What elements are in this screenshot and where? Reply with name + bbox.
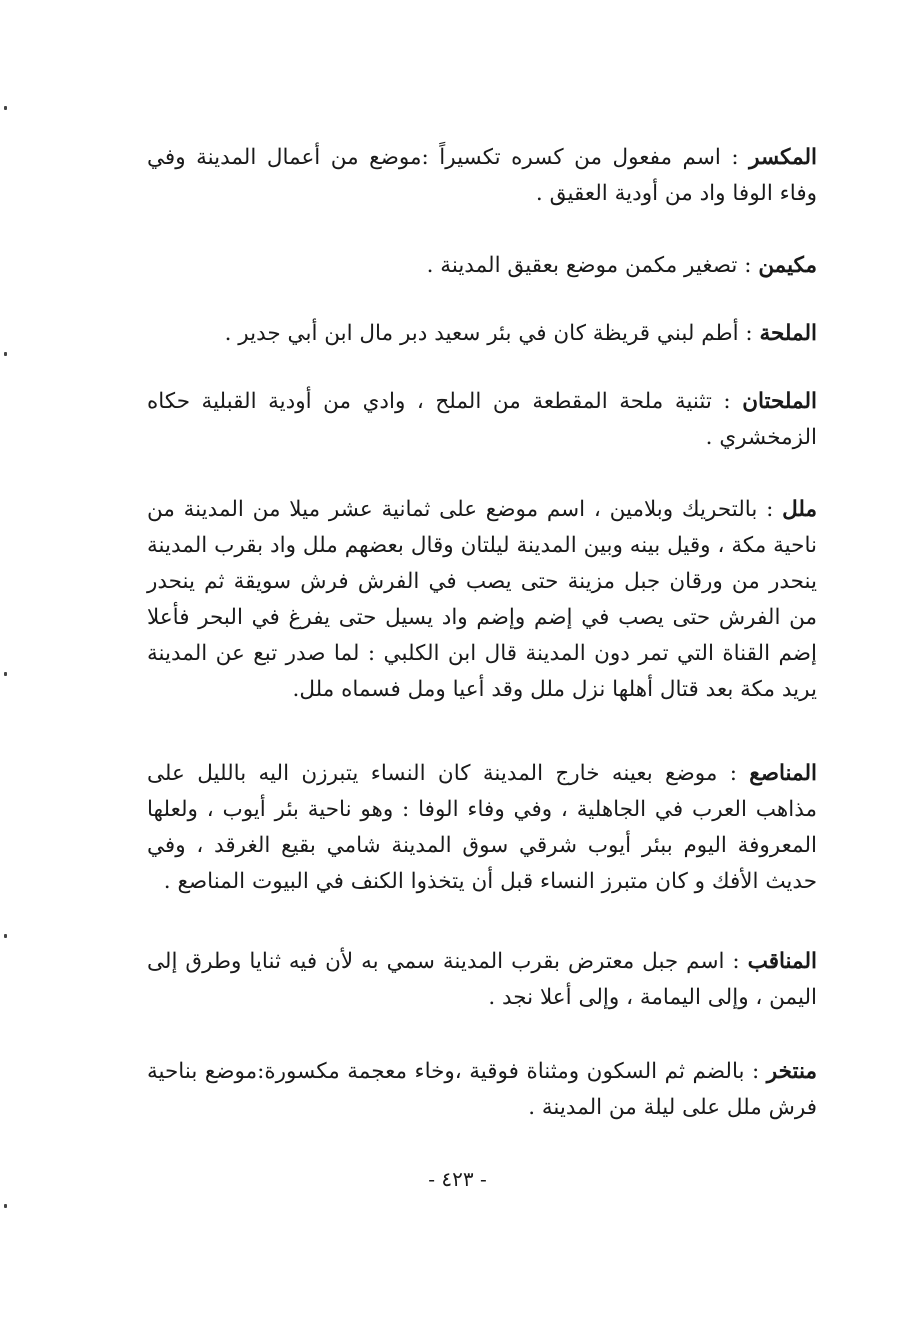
entry-definition: : بالتحريك وبلامين ، اسم موضع على ثمانية عشر ميلا من المدينة من ناحية مكة ، وقيل بينه وبين المدينة ليلتان وقال بعضهم ملل واد بقرب المدينة ينحدر من ورقان جبل مزينة حتى يصب في الفرش فرش سويقة ثم ينحدر من الفرش حتى يصب في إضم وإضم واد يسيل حتى يفرغ في البحر فأعلا إضم القناة التي تمر دون المدينة قال ابن الكلبي : لما صدر تبع عن المدينة يريد مكة بعد قتال أهلها نزل ملل وقد أعيا ومل فسماه ملل. <box>147 497 817 702</box>
entry-mukaymin <box>147 248 817 284</box>
entry-definition: : موضع بعينه خارج المدينة كان النساء يتبرزن اليه بالليل على مذاهب العرب في الجاهلية ، وفي وفاء الوفا : وهو ناحية بئر أيوب ، ولعلها المعروفة اليوم ببئر أيوب شرقي سوق المدينة شامي بقيع الغرقد ، وفي حديث الأفك و كان متبرز النساء قبل أن يتخذوا الكنف في البيوت المناصع . <box>147 761 817 894</box>
entry-term: الملحتان <box>742 389 817 414</box>
entry-definition: : أطم لبني قريظة كان في بئر سعيد دبر مال ابن أبي جدير . <box>224 321 760 346</box>
entry-term: منتخر <box>766 1059 817 1084</box>
entry-term: مكيمن <box>758 253 817 278</box>
scan-speck <box>4 934 7 938</box>
entry-definition: : تثنية ملحة المقطعة من الملح ، وادي من أودية القبلية حكاه الزمخشري . <box>147 389 817 450</box>
scan-speck <box>4 106 7 110</box>
entry-definition: : اسم مفعول من كسره تكسيراً :موضع من أعمال المدينة وفي وفاء الوفا واد من أودية العقيق . <box>147 145 817 206</box>
entry-term: الملحة <box>759 321 817 346</box>
entry-definition: : تصغير مكمن موضع بعقيق المدينة . <box>426 253 759 278</box>
entry-definition: : اسم جبل معترض بقرب المدينة سمي به لأن فيه ثنايا وطرق إلى اليمن ، وإلى اليمامة ، وإلى أعلا نجد . <box>147 949 817 1010</box>
entry-term: المكسر <box>749 145 817 170</box>
page-number: - ٤٢٣ - <box>428 1167 487 1191</box>
entry-almulhatan <box>147 384 817 456</box>
scan-speck <box>4 352 7 356</box>
entry-almanaqib <box>147 944 817 1016</box>
entry-almanasi <box>147 756 817 900</box>
entry-definition: : بالضم ثم السكون ومثناة فوقية ،وخاء معجمة مكسورة:موضع بناحية فرش ملل على ليلة من المدينة . <box>147 1059 817 1120</box>
entry-muntakhir <box>147 1054 817 1126</box>
entry-term: المناصع <box>749 761 817 786</box>
entry-term: ملل <box>782 497 817 522</box>
scan-speck <box>4 672 7 676</box>
scan-speck <box>4 1204 7 1208</box>
entry-almulha <box>147 316 817 352</box>
entry-malal <box>147 492 817 708</box>
entry-almaksar <box>147 140 817 212</box>
entry-term: المناقب <box>747 949 817 974</box>
